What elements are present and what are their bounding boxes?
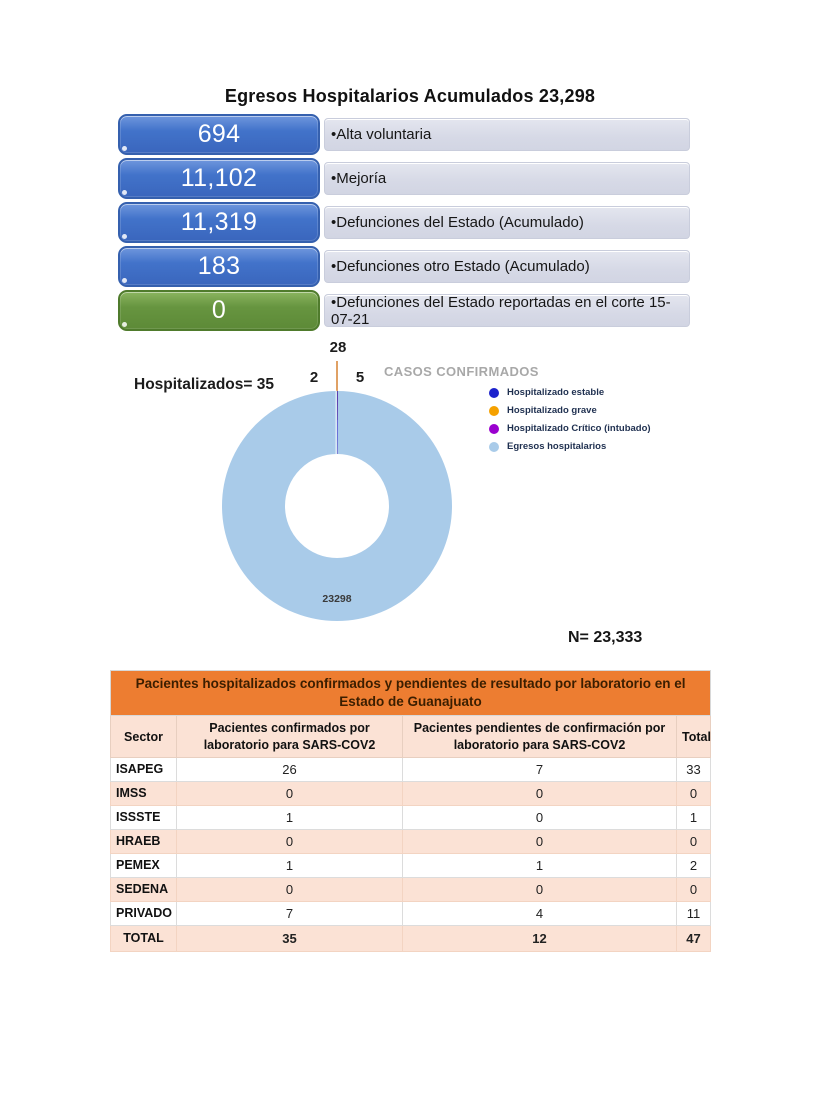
sector-cell: HRAEB: [111, 829, 177, 853]
value-cell: 11: [677, 901, 711, 925]
table-row: [111, 757, 711, 781]
column-header: Pacientes pendientes de confirmación por laboratorio para SARS-COV2: [403, 716, 677, 758]
stat-label: •Defunciones del Estado (Acumulado): [331, 214, 584, 231]
value-cell: 12: [403, 925, 677, 951]
stat-value-badge: 11,102: [118, 158, 320, 199]
hospitalized-total-label: Hospitalizados= 35: [134, 376, 274, 393]
value-cell: 2: [677, 853, 711, 877]
patients-table: [110, 670, 711, 952]
legend-swatch-icon: [489, 406, 499, 416]
stats-list: [118, 114, 690, 331]
value-cell: 26: [177, 757, 403, 781]
value-cell: 0: [403, 829, 677, 853]
legend-item: [489, 423, 651, 434]
stat-row: [118, 202, 690, 243]
value-cell: 35: [177, 925, 403, 951]
stat-label-bar: [324, 162, 690, 195]
sector-cell: TOTAL: [111, 925, 177, 951]
stat-label: •Defunciones del Estado reportadas en el corte 15-07-21: [331, 293, 671, 328]
stat-label-bar: [324, 118, 690, 151]
legend-swatch-icon: [489, 388, 499, 398]
sector-cell: SEDENA: [111, 877, 177, 901]
legend-swatch-icon: [489, 424, 499, 434]
stat-label: •Alta voluntaria: [331, 126, 432, 143]
slice-data-label-grave: 2: [309, 369, 319, 386]
confirmed-cases-chart: [0, 334, 820, 661]
legend-label: Hospitalizado estable: [507, 387, 605, 398]
stat-label: •Defunciones otro Estado (Acumulado): [331, 258, 590, 275]
value-cell: 33: [677, 757, 711, 781]
value-cell: 0: [677, 781, 711, 805]
value-cell: 0: [677, 829, 711, 853]
legend-label: Hospitalizado grave: [507, 405, 597, 416]
table-row: [111, 853, 711, 877]
sector-cell: PEMEX: [111, 853, 177, 877]
chart-legend: [489, 387, 651, 459]
stat-row: [118, 290, 690, 331]
value-cell: 0: [177, 877, 403, 901]
stat-label-bar: [324, 250, 690, 283]
value-cell: 0: [177, 781, 403, 805]
slice-data-label-estable: 28: [329, 339, 347, 356]
report-page: [0, 86, 820, 1110]
value-cell: 7: [177, 901, 403, 925]
value-cell: 4: [403, 901, 677, 925]
stat-value-badge: 183: [118, 246, 320, 287]
legend-item: [489, 405, 651, 416]
donut-slice-gap: [336, 391, 337, 455]
stat-value-badge: 694: [118, 114, 320, 155]
column-header: Total: [677, 716, 711, 758]
value-cell: 1: [177, 805, 403, 829]
patients-table-section: [110, 670, 710, 952]
value-cell: 1: [403, 853, 677, 877]
table-row: [111, 781, 711, 805]
legend-label: Egresos hospitalarios: [507, 441, 607, 452]
stat-row: [118, 246, 690, 287]
sector-cell: IMSS: [111, 781, 177, 805]
stat-value-badge: 11,319: [118, 202, 320, 243]
stat-label-bar: [324, 294, 690, 327]
column-header: Sector: [111, 716, 177, 758]
sector-cell: PRIVADO: [111, 901, 177, 925]
table-title: Pacientes hospitalizados confirmados y pendientes de resultado por laboratorio en el Estado de Guanajuato: [111, 671, 711, 716]
slice-data-label-critico: 5: [355, 369, 365, 386]
value-cell: 7: [403, 757, 677, 781]
value-cell: 0: [403, 877, 677, 901]
value-cell: 0: [403, 805, 677, 829]
legend-item: [489, 441, 651, 452]
stat-row: [118, 158, 690, 199]
column-header: Pacientes confirmados por laboratorio para SARS-COV2: [177, 716, 403, 758]
stat-row: [118, 114, 690, 155]
table-header-row: [111, 716, 711, 758]
table-title-row: [111, 671, 711, 716]
legend-item: [489, 387, 651, 398]
sector-cell: ISAPEG: [111, 757, 177, 781]
donut-chart: [217, 386, 457, 626]
n-total-label: N= 23,333: [568, 629, 643, 646]
table-row: [111, 901, 711, 925]
legend-label: Hospitalizado Crítico (intubado): [507, 423, 651, 434]
value-cell: 1: [677, 805, 711, 829]
value-cell: 47: [677, 925, 711, 951]
donut-inside-label: 23298: [322, 593, 352, 605]
value-cell: 0: [177, 829, 403, 853]
stat-label: •Mejoría: [331, 170, 387, 187]
legend-swatch-icon: [489, 442, 499, 452]
table-row: [111, 877, 711, 901]
chart-title: CASOS CONFIRMADOS: [384, 364, 539, 379]
value-cell: 0: [403, 781, 677, 805]
value-cell: 1: [177, 853, 403, 877]
table-row: [111, 829, 711, 853]
stat-label-bar: [324, 206, 690, 239]
table-row: [111, 805, 711, 829]
table-row: [111, 925, 711, 951]
value-cell: 0: [677, 877, 711, 901]
stat-value-badge: 0: [118, 290, 320, 331]
sector-cell: ISSSTE: [111, 805, 177, 829]
donut-segment: [254, 423, 421, 590]
page-title: Egresos Hospitalarios Acumulados 23,298: [224, 86, 596, 106]
